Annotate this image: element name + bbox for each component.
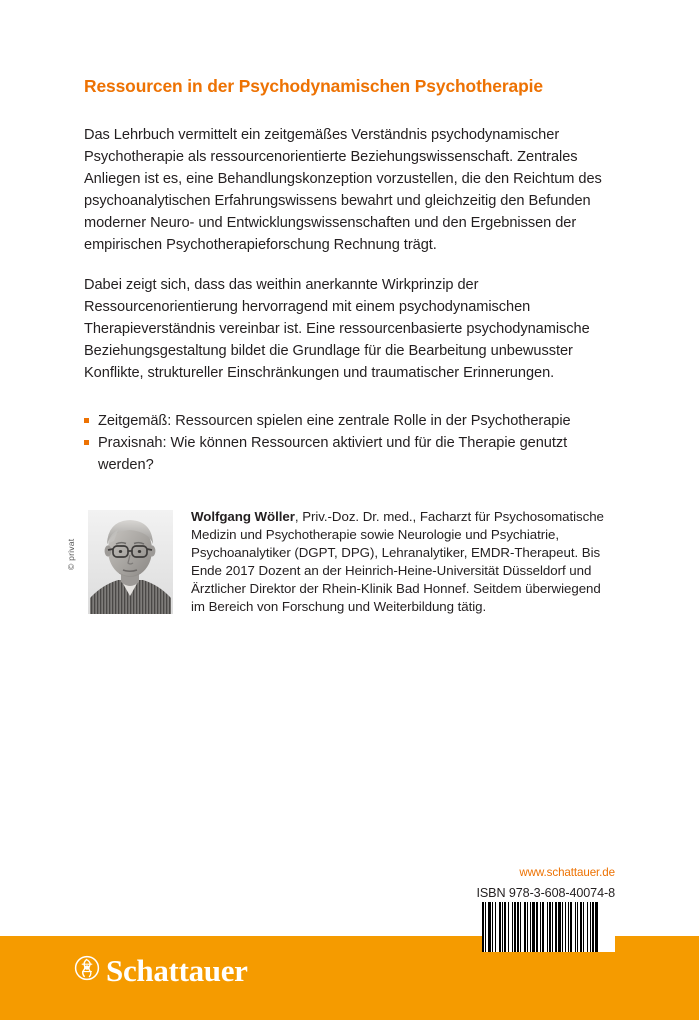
- publisher-url[interactable]: www.schattauer.de: [519, 866, 615, 879]
- feature-text: Zeitgemäß: Ressourcen spielen eine zentrale Rolle in der Psychotherapie: [98, 413, 571, 429]
- isbn-text: ISBN 978-3-608-40074-8: [476, 886, 615, 900]
- avatar: [88, 510, 173, 614]
- feature-text: Praxisnah: Wie können Ressourcen aktiviert und für die Therapie genutzt werden?: [98, 435, 568, 474]
- author-name: Wolfgang Wöller: [191, 509, 295, 524]
- square-bullet-icon: [84, 440, 89, 445]
- author-bio: [191, 508, 611, 616]
- list-item: [84, 432, 614, 476]
- description-paragraph-1: Das Lehrbuch vermittelt ein zeitgemäßes Verständnis psychodynamischer Psychotherapie als ressourcenorientierte Beziehungswissenschaft. Zentrales Anliegen ist es, eine Behandlungskonzeption vorzustellen, die den Reichtum des psychoanalytischen Erfahrungswissens bewahrt und gleichzeitig den Befunden moderner Neuro- und Entwicklungswissenschaften und den Ergebnissen der empirischen Psychotherapieforschung Rechnung trägt.: [84, 127, 602, 254]
- publisher-logo: [74, 955, 248, 986]
- page-title: Ressourcen in der Psychodynamischen Psychotherapie: [84, 76, 543, 96]
- square-bullet-icon: [84, 418, 89, 423]
- description-paragraph-2: Dabei zeigt sich, dass das weithin anerkannte Wirkprinzip der Ressourcenorientierung hervorragend mit einem psychodynamischen Therapieverständnis vereinbar ist. Eine ressourcenbasierte psychodynamische Beziehungsgestaltung bildet die Grundlage für die Bearbeitung unbewusster Konflikte, struktureller Einschränkungen und traumatischer Erinnerungen.: [84, 277, 590, 382]
- ean-barcode-icon: [482, 902, 615, 952]
- feature-list: [84, 410, 614, 476]
- list-item: [84, 410, 614, 432]
- author-bio-text: , Priv.-Doz. Dr. med., Facharzt für Psychosomatische Medizin und Psychotherapie sowie Neurologie und Psychiatrie, Psychoanalytiker (DGPT, DPG), Lehranalytiker, EMDR-Therapeut. Bis Ende 2017 Dozent an der Heinrich-Heine-Universität Düsseldorf und Ärztlicher Direktor der Rhein-Klinik Bad Honnef. Seitdem überwiegend im Bereich von Forschung und Weiterbildung tätig.: [191, 509, 604, 614]
- publisher-name: Schattauer: [106, 953, 248, 988]
- schattauer-circle-emblem-icon: [74, 955, 100, 986]
- photo-credit: © privat: [66, 538, 76, 570]
